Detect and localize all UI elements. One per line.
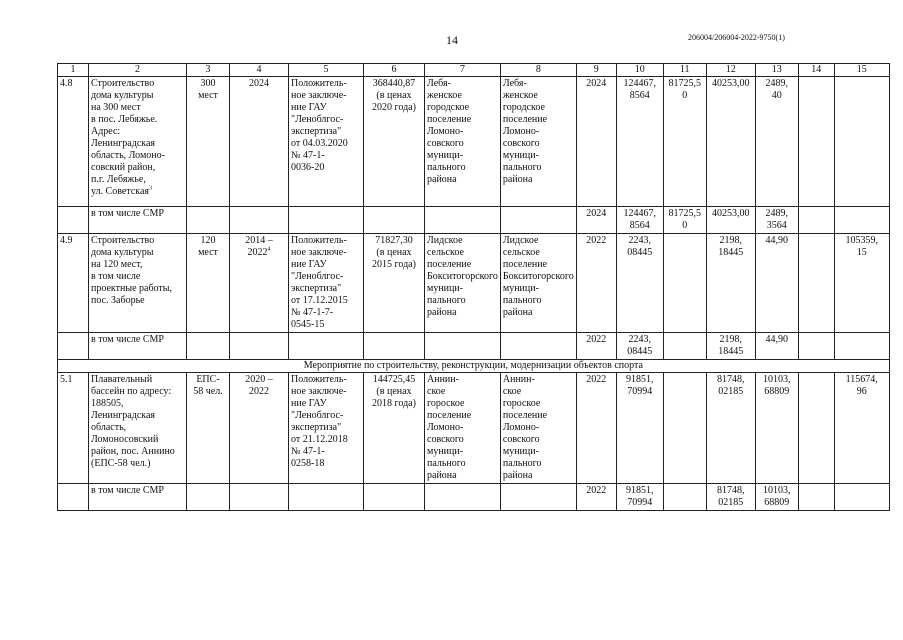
row-number: 5.1 <box>58 373 89 484</box>
regional-amount: 40253,00 <box>706 207 755 234</box>
period: 2020 – 2022 <box>230 373 289 484</box>
column-number: 11 <box>663 64 706 77</box>
footnote-mark: 4 <box>267 246 271 253</box>
object-name: Плавательный бассейн по адресу: 188505, Ленинградская область, Ломоносовский район, пос. Аннино (ЕПС-58 чел.) <box>89 373 187 484</box>
section-heading: Мероприятие по строительству, реконструкции, модернизации объектов спорта <box>58 360 890 373</box>
other-amount <box>798 373 834 484</box>
row-number <box>58 333 89 360</box>
remaining-amount: 105359, 15 <box>834 234 889 333</box>
column-number: 3 <box>187 64 230 77</box>
smr-label: в том числе СМР <box>89 207 187 234</box>
year: 2024 <box>576 77 616 207</box>
year: 2022 <box>576 234 616 333</box>
other-amount <box>798 333 834 360</box>
page-number: 14 <box>446 33 458 47</box>
total-amount: 2243, 08445 <box>616 234 663 333</box>
column-number: 7 <box>425 64 501 77</box>
column-number: 4 <box>230 64 289 77</box>
regional-amount: 2198, 18445 <box>706 234 755 333</box>
remaining-amount: 115674, 96 <box>834 373 889 484</box>
table-row <box>58 77 890 207</box>
remaining-amount <box>834 333 889 360</box>
customer: Лебя- женское городское поселение Ломоно- совского муници- пального района <box>500 77 576 207</box>
column-number: 15 <box>834 64 889 77</box>
other-amount <box>798 77 834 207</box>
other-amount <box>798 484 834 511</box>
column-number: 9 <box>576 64 616 77</box>
row-number: 4.9 <box>58 234 89 333</box>
column-number: 10 <box>616 64 663 77</box>
customer: Аннин- ское гороское поселение Ломоно- совского муници- пального района <box>500 373 576 484</box>
year: 2024 <box>576 207 616 234</box>
footnote-mark: 3 <box>149 185 152 192</box>
remaining-amount <box>834 207 889 234</box>
regional-amount: 81748, 02185 <box>706 484 755 511</box>
local-amount: 44,90 <box>755 234 798 333</box>
column-number: 8 <box>500 64 576 77</box>
federal-amount <box>663 333 706 360</box>
customer: Лидское сельское поселение Бокситогорского муници- пального района <box>500 234 576 333</box>
column-number: 2 <box>89 64 187 77</box>
column-number: 6 <box>364 64 425 77</box>
federal-amount: 81725,5 0 <box>663 207 706 234</box>
capacity: ЕПС- 58 чел. <box>187 373 230 484</box>
capacity: 300 мест <box>187 77 230 207</box>
estimated-cost: 144725,45 (в ценах 2018 года) <box>364 373 425 484</box>
table-row <box>58 333 890 360</box>
other-amount <box>798 234 834 333</box>
local-amount: 10103, 68809 <box>755 373 798 484</box>
column-number: 14 <box>798 64 834 77</box>
smr-label: в том числе СМР <box>89 484 187 511</box>
regional-amount: 81748, 02185 <box>706 373 755 484</box>
owner: Лебя- женское городское поселение Ломоно- совского муници- пального района <box>425 77 501 207</box>
column-number: 12 <box>706 64 755 77</box>
column-number-row <box>58 64 890 77</box>
section-heading-row <box>58 360 890 373</box>
period: 2014 – 2022$^4$ <box>230 234 289 333</box>
expertise: Положитель- ное заключе- ние ГАУ "Леноблгос- экспертиза" от 17.12.2015 № 47-1-7- 0545-15 <box>289 234 364 333</box>
remaining-amount <box>834 484 889 511</box>
total-amount: 124467, 8564 <box>616 207 663 234</box>
year: 2022 <box>576 333 616 360</box>
column-number: 5 <box>289 64 364 77</box>
other-amount <box>798 207 834 234</box>
object-name: Строительство дома культуры на 300 мест в пос. Лебяжье. Адрес: Ленинградская область, Ломоно- совский район, п.г. Лебяжье, ул. Советская$^3$ <box>89 77 187 207</box>
remaining-amount <box>834 77 889 207</box>
table-row <box>58 234 890 333</box>
year: 2022 <box>576 373 616 484</box>
table-row <box>58 484 890 511</box>
row-number <box>58 207 89 234</box>
document-code: 206004/206004-2022-9750(1) <box>688 33 785 42</box>
local-amount: 10103, 68809 <box>755 484 798 511</box>
federal-amount: 81725,5 0 <box>663 77 706 207</box>
table-row <box>58 373 890 484</box>
federal-amount <box>663 484 706 511</box>
local-amount: 44,90 <box>755 333 798 360</box>
column-number: 1 <box>58 64 89 77</box>
year: 2022 <box>576 484 616 511</box>
expertise: Положитель- ное заключе- ние ГАУ "Леноблгос- экспертиза" от 21.12.2018 № 47-1- 0258-18 <box>289 373 364 484</box>
federal-amount <box>663 373 706 484</box>
capacity: 120 мест <box>187 234 230 333</box>
estimated-cost: 368440,87 (в ценах 2020 года) <box>364 77 425 207</box>
owner: Аннин- ское гороское поселение Ломоно- совского муници- пального района <box>425 373 501 484</box>
regional-amount: 2198, 18445 <box>706 333 755 360</box>
total-amount: 124467, 8564 <box>616 77 663 207</box>
local-amount: 2489, 3564 <box>755 207 798 234</box>
object-name: Строительство дома культуры на 120 мест, в том числе проектные работы, пос. Заборье <box>89 234 187 333</box>
table-row <box>58 207 890 234</box>
row-number: 4.8 <box>58 77 89 207</box>
smr-label: в том числе СМР <box>89 333 187 360</box>
estimated-cost: 71827,30 (в ценах 2015 года) <box>364 234 425 333</box>
total-amount: 91851, 70994 <box>616 373 663 484</box>
row-number <box>58 484 89 511</box>
regional-amount: 40253,00 <box>706 77 755 207</box>
local-amount: 2489, 40 <box>755 77 798 207</box>
column-number: 13 <box>755 64 798 77</box>
total-amount: 91851, 70994 <box>616 484 663 511</box>
federal-amount <box>663 234 706 333</box>
period: 2024 <box>230 77 289 207</box>
expertise: Положитель- ное заключе- ние ГАУ "Леноблгос- экспертиза" от 04.03.2020 № 47-1- 0036-20 <box>289 77 364 207</box>
owner: Лидское сельское поселение Бокситогорского муници- пального района <box>425 234 501 333</box>
projects-table <box>57 63 890 511</box>
total-amount: 2243, 08445 <box>616 333 663 360</box>
